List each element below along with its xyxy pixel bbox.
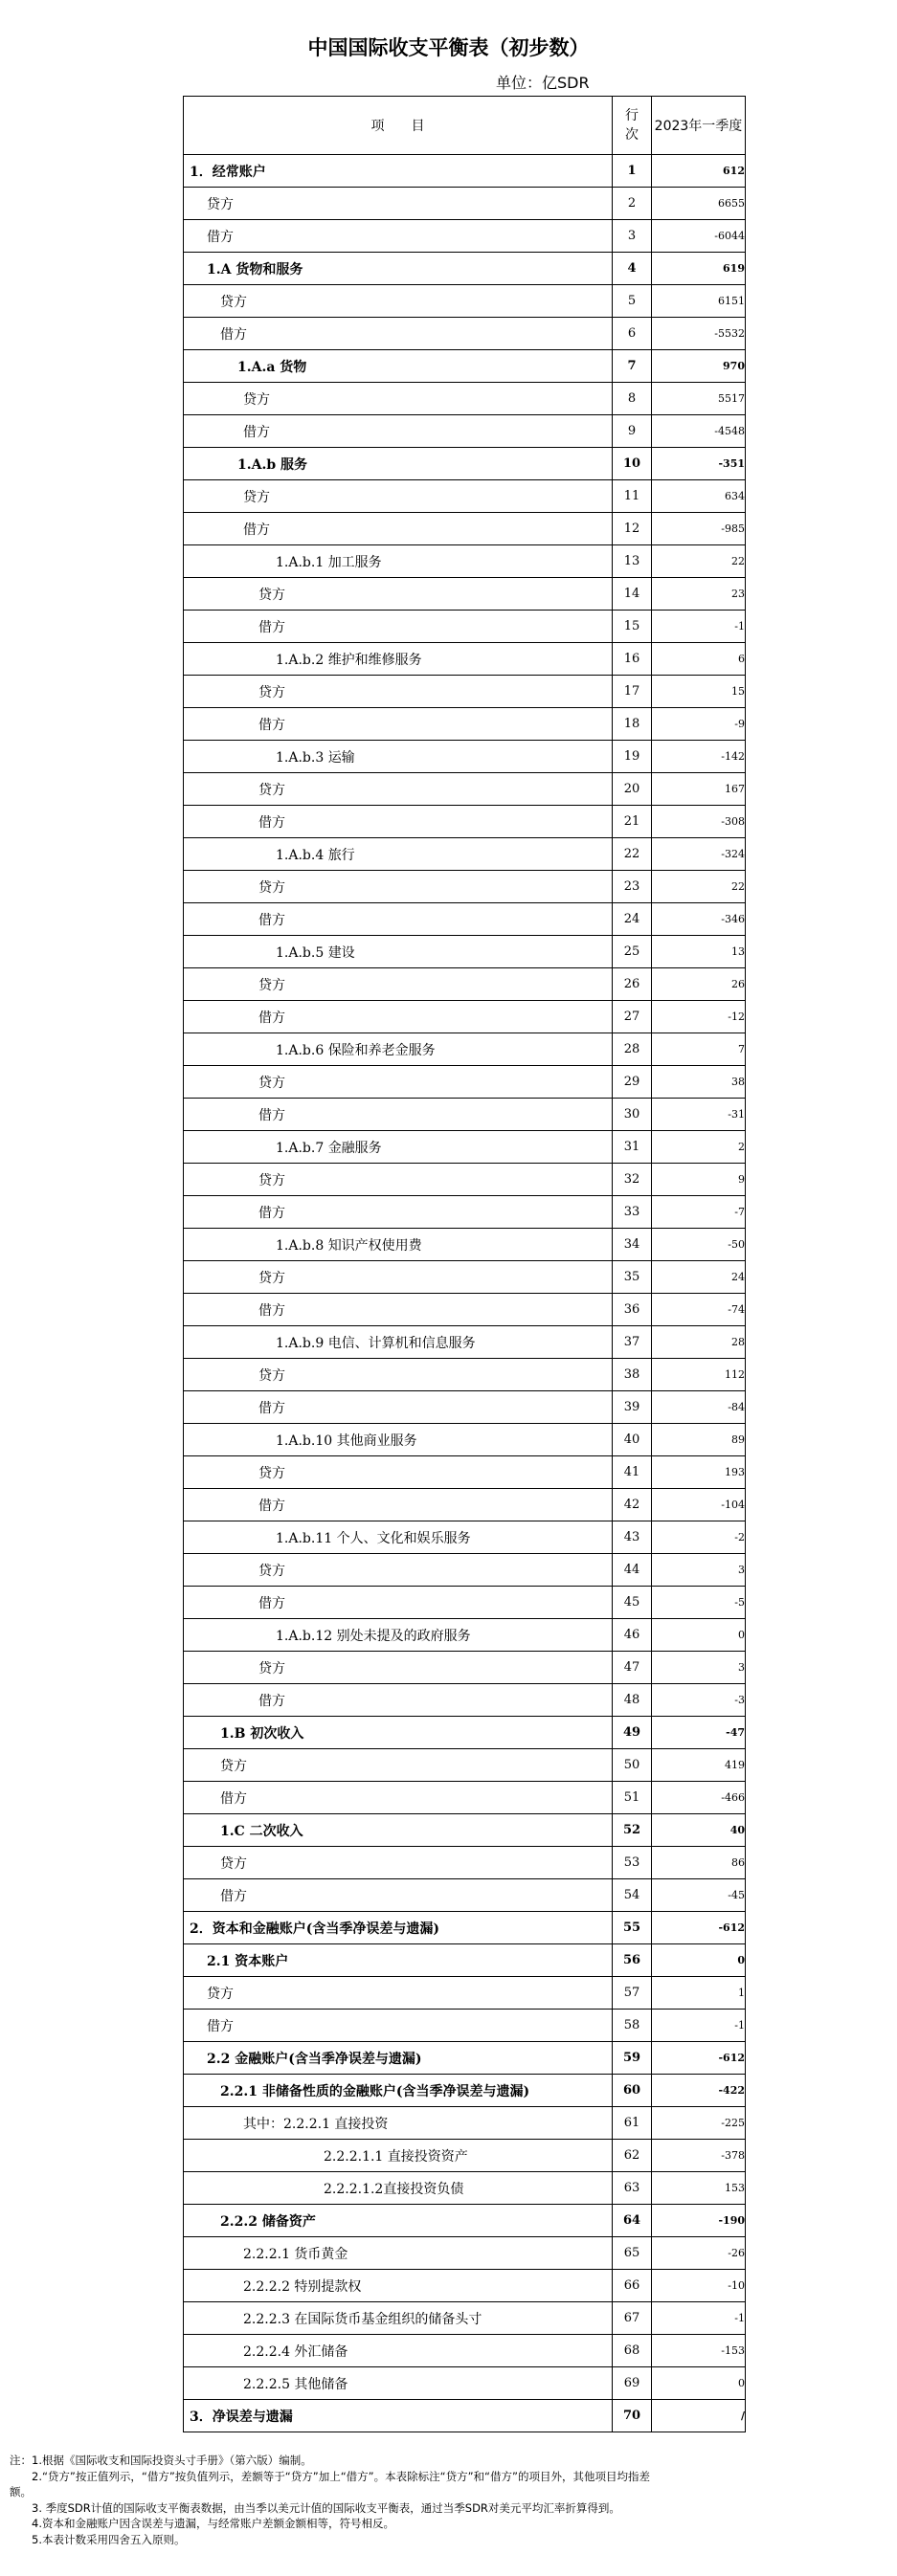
row-value: -9 <box>652 708 746 741</box>
table-row <box>184 2075 746 2107</box>
table-row <box>184 383 746 415</box>
row-seq: 1 <box>613 155 652 188</box>
table-row <box>184 2270 746 2302</box>
row-value: 6 <box>652 643 746 676</box>
row-item-label: 2.2.2.5 其他储备 <box>184 2367 613 2400</box>
row-item-label: 借方 <box>184 708 613 741</box>
row-item-label: 1.A.b.8 知识产权使用费 <box>184 1229 613 1261</box>
row-seq: 23 <box>613 871 652 903</box>
row-item-label: 2.2.2.3 在国际货币基金组织的储备头寸 <box>184 2302 613 2335</box>
table-row <box>184 903 746 936</box>
row-value: -346 <box>652 903 746 936</box>
row-value: 86 <box>652 1847 746 1879</box>
row-item-label: 1.A.a 货物 <box>184 350 613 383</box>
table-row <box>184 1652 746 1684</box>
row-seq: 8 <box>613 383 652 415</box>
row-seq: 59 <box>613 2042 652 2075</box>
row-value: 3 <box>652 1652 746 1684</box>
row-item-label: 1．经常账户 <box>184 155 613 188</box>
row-item-label: 借方 <box>184 1782 613 1814</box>
row-item-label: 贷方 <box>184 480 613 513</box>
row-seq: 52 <box>613 1814 652 1847</box>
table-row <box>184 676 746 708</box>
table-row <box>184 1587 746 1619</box>
header-seq-top: 行 <box>625 108 639 123</box>
row-value: -104 <box>652 1489 746 1521</box>
row-seq: 68 <box>613 2335 652 2367</box>
row-value: -308 <box>652 806 746 838</box>
table-row <box>184 1977 746 2010</box>
row-item-label: 1.A.b 服务 <box>184 448 613 480</box>
row-seq: 17 <box>613 676 652 708</box>
row-item-label: 贷方 <box>184 1652 613 1684</box>
row-value: 3 <box>652 1554 746 1587</box>
row-value: 89 <box>652 1424 746 1456</box>
row-seq: 69 <box>613 2367 652 2400</box>
row-seq: 40 <box>613 1424 652 1456</box>
row-seq: 12 <box>613 513 652 545</box>
row-item-label: 1.A.b.4 旅行 <box>184 838 613 871</box>
table-row <box>184 2205 746 2237</box>
table-row <box>184 1489 746 1521</box>
row-item-label: 1.B 初次收入 <box>184 1717 613 1749</box>
row-value: 22 <box>652 871 746 903</box>
table-row <box>184 578 746 611</box>
row-item-label: 贷方 <box>184 1847 613 1879</box>
row-item-label: 借方 <box>184 1294 613 1326</box>
row-value: -5 <box>652 1587 746 1619</box>
row-value: -190 <box>652 2205 746 2237</box>
table-row <box>184 1456 746 1489</box>
row-item-label: 贷方 <box>184 578 613 611</box>
row-seq: 64 <box>613 2205 652 2237</box>
row-seq: 66 <box>613 2270 652 2302</box>
row-item-label: 借方 <box>184 513 613 545</box>
row-value: -6044 <box>652 220 746 253</box>
row-item-label: 2.1 资本账户 <box>184 1944 613 1977</box>
table-row <box>184 2172 746 2205</box>
row-item-label: 贷方 <box>184 1456 613 1489</box>
row-value: -45 <box>652 1879 746 1912</box>
row-item-label: 贷方 <box>184 1066 613 1099</box>
row-item-label: 2.2.2.1.1 直接投资资产 <box>184 2140 613 2172</box>
row-item-label: 借方 <box>184 1879 613 1912</box>
row-value: -2 <box>652 1521 746 1554</box>
row-item-label: 1.A.b.10 其他商业服务 <box>184 1424 613 1456</box>
table-row <box>184 1782 746 1814</box>
row-item-label: 贷方 <box>184 871 613 903</box>
row-item-label: 2．资本和金融账户(含当季净误差与遗漏) <box>184 1912 613 1944</box>
table-row <box>184 1944 746 1977</box>
row-value: 6151 <box>652 285 746 318</box>
row-value: -7 <box>652 1196 746 1229</box>
row-value: 2 <box>652 1131 746 1164</box>
row-seq: 46 <box>613 1619 652 1652</box>
row-seq: 33 <box>613 1196 652 1229</box>
table-row <box>184 2302 746 2335</box>
row-item-label: 1.A.b.7 金融服务 <box>184 1131 613 1164</box>
table-row <box>184 2042 746 2075</box>
table-row <box>184 253 746 285</box>
header-item: 项 目 <box>184 97 613 155</box>
row-seq: 63 <box>613 2172 652 2205</box>
row-value: 619 <box>652 253 746 285</box>
row-seq: 18 <box>613 708 652 741</box>
row-item-label: 贷方 <box>184 1749 613 1782</box>
row-item-label: 贷方 <box>184 773 613 806</box>
row-item-label: 贷方 <box>184 383 613 415</box>
row-seq: 22 <box>613 838 652 871</box>
row-seq: 29 <box>613 1066 652 1099</box>
row-seq: 30 <box>613 1099 652 1131</box>
row-value: 0 <box>652 2367 746 2400</box>
table-row <box>184 1326 746 1359</box>
row-value: -74 <box>652 1294 746 1326</box>
table-row <box>184 1099 746 1131</box>
row-seq: 27 <box>613 1001 652 1033</box>
footnotes <box>10 2453 890 2547</box>
row-item-label: 贷方 <box>184 188 613 220</box>
footnote-line: 5.本表计数采用四舍五入原则。 <box>10 2532 186 2546</box>
row-value: 24 <box>652 1261 746 1294</box>
row-seq: 47 <box>613 1652 652 1684</box>
row-value: 167 <box>652 773 746 806</box>
footnote-line: 4.资本和金融账户因含误差与遗漏，与经常账户差额金额相等，符号相反。 <box>10 2517 394 2530</box>
row-value: 22 <box>652 545 746 578</box>
table-row <box>184 1196 746 1229</box>
table-row <box>184 1294 746 1326</box>
row-seq: 55 <box>613 1912 652 1944</box>
row-seq: 43 <box>613 1521 652 1554</box>
row-item-label: 借方 <box>184 2010 613 2042</box>
row-value: 9 <box>652 1164 746 1196</box>
row-seq: 60 <box>613 2075 652 2107</box>
row-item-label: 借方 <box>184 1001 613 1033</box>
table-row <box>184 188 746 220</box>
row-item-label: 借方 <box>184 318 613 350</box>
row-item-label: 1.A.b.9 电信、计算机和信息服务 <box>184 1326 613 1359</box>
row-seq: 58 <box>613 2010 652 2042</box>
row-seq: 53 <box>613 1847 652 1879</box>
row-value: 612 <box>652 155 746 188</box>
table-header-row <box>184 97 746 155</box>
table-row <box>184 1164 746 1196</box>
row-item-label: 2.2.1 非储备性质的金融账户(含当季净误差与遗漏) <box>184 2075 613 2107</box>
row-value: 28 <box>652 1326 746 1359</box>
row-value: 5517 <box>652 383 746 415</box>
row-seq: 24 <box>613 903 652 936</box>
row-seq: 41 <box>613 1456 652 1489</box>
row-seq: 35 <box>613 1261 652 1294</box>
table-row <box>184 936 746 968</box>
row-item-label: 2.2 金融账户(含当季净误差与遗漏) <box>184 2042 613 2075</box>
table-row <box>184 1554 746 1587</box>
row-seq: 9 <box>613 415 652 448</box>
table-row <box>184 1912 746 1944</box>
row-value: 7 <box>652 1033 746 1066</box>
row-item-label: 借方 <box>184 1391 613 1424</box>
table-row <box>184 1814 746 1847</box>
row-item-label: 借方 <box>184 415 613 448</box>
table-row <box>184 480 746 513</box>
row-value: -422 <box>652 2075 746 2107</box>
row-value: 419 <box>652 1749 746 1782</box>
row-value: -26 <box>652 2237 746 2270</box>
footnote-line: 注：1.根据《国际收支和国际投资头寸手册》（第六版）编制。 <box>10 2454 312 2467</box>
header-period: 2023年一季度 <box>652 97 746 155</box>
footnote-line: 3. 季度SDR计值的国际收支平衡表数据，由当季以美元计值的国际收支平衡表，通过当季SDR对美元平均汇率折算得到。 <box>10 2500 620 2515</box>
row-seq: 31 <box>613 1131 652 1164</box>
row-value: 15 <box>652 676 746 708</box>
table-row <box>184 1001 746 1033</box>
table-row <box>184 838 746 871</box>
row-item-label: 贷方 <box>184 1261 613 1294</box>
row-seq: 57 <box>613 1977 652 2010</box>
row-item-label: 1.A.b.2 维护和维修服务 <box>184 643 613 676</box>
row-value: -153 <box>652 2335 746 2367</box>
table-row <box>184 1229 746 1261</box>
table-row <box>184 968 746 1001</box>
row-value: 13 <box>652 936 746 968</box>
row-seq: 20 <box>613 773 652 806</box>
row-item-label: 贷方 <box>184 1554 613 1587</box>
row-item-label: 2.2.2.1.2直接投资负债 <box>184 2172 613 2205</box>
row-value: -324 <box>652 838 746 871</box>
table-row <box>184 2335 746 2367</box>
row-value: 1 <box>652 1977 746 2010</box>
row-value: -142 <box>652 741 746 773</box>
unit-label: 单位：亿SDR <box>496 74 590 92</box>
table-row <box>184 2400 746 2432</box>
row-item-label: 借方 <box>184 806 613 838</box>
row-seq: 16 <box>613 643 652 676</box>
row-seq: 42 <box>613 1489 652 1521</box>
row-item-label: 贷方 <box>184 285 613 318</box>
row-seq: 5 <box>613 285 652 318</box>
table-row <box>184 1131 746 1164</box>
table-row <box>184 806 746 838</box>
table-row <box>184 285 746 318</box>
row-seq: 14 <box>613 578 652 611</box>
table-row <box>184 1424 746 1456</box>
table-row <box>184 1717 746 1749</box>
row-value: -1 <box>652 2010 746 2042</box>
table-row <box>184 2140 746 2172</box>
row-seq: 38 <box>613 1359 652 1391</box>
row-value: 6655 <box>652 188 746 220</box>
row-item-label: 2.2.2 储备资产 <box>184 2205 613 2237</box>
row-seq: 56 <box>613 1944 652 1977</box>
row-seq: 44 <box>613 1554 652 1587</box>
row-seq: 28 <box>613 1033 652 1066</box>
row-seq: 65 <box>613 2237 652 2270</box>
bop-table <box>183 96 746 2432</box>
row-item-label: 1.A.b.12 别处未提及的政府服务 <box>184 1619 613 1652</box>
row-seq: 10 <box>613 448 652 480</box>
row-item-label: 借方 <box>184 220 613 253</box>
table-row <box>184 871 746 903</box>
row-value: 0 <box>652 1944 746 1977</box>
table-row <box>184 1684 746 1717</box>
table-row <box>184 350 746 383</box>
row-item-label: 贷方 <box>184 1359 613 1391</box>
row-seq: 48 <box>613 1684 652 1717</box>
row-value: -84 <box>652 1391 746 1424</box>
row-item-label: 借方 <box>184 1587 613 1619</box>
row-value: -466 <box>652 1782 746 1814</box>
row-seq: 34 <box>613 1229 652 1261</box>
row-seq: 4 <box>613 253 652 285</box>
table-row <box>184 220 746 253</box>
row-item-label: 贷方 <box>184 1977 613 2010</box>
table-row <box>184 1749 746 1782</box>
row-seq: 2 <box>613 188 652 220</box>
row-value: -3 <box>652 1684 746 1717</box>
row-item-label: 1.A.b.6 保险和养老金服务 <box>184 1033 613 1066</box>
row-item-label: 借方 <box>184 903 613 936</box>
row-seq: 7 <box>613 350 652 383</box>
row-seq: 37 <box>613 1326 652 1359</box>
row-value: -31 <box>652 1099 746 1131</box>
row-value: -10 <box>652 2270 746 2302</box>
table-row <box>184 513 746 545</box>
row-item-label: 1.A.b.11 个人、文化和娱乐服务 <box>184 1521 613 1554</box>
table-row <box>184 1033 746 1066</box>
row-item-label: 1.A.b.5 建设 <box>184 936 613 968</box>
footnote-line: 额。 <box>10 2485 32 2498</box>
table-row <box>184 643 746 676</box>
row-seq: 36 <box>613 1294 652 1326</box>
row-value: -985 <box>652 513 746 545</box>
row-seq: 11 <box>613 480 652 513</box>
row-seq: 49 <box>613 1717 652 1749</box>
row-seq: 50 <box>613 1749 652 1782</box>
row-seq: 70 <box>613 2400 652 2432</box>
row-value: -351 <box>652 448 746 480</box>
table-row <box>184 318 746 350</box>
row-seq: 54 <box>613 1879 652 1912</box>
table-body <box>184 155 746 2432</box>
row-value: 112 <box>652 1359 746 1391</box>
row-seq: 25 <box>613 936 652 968</box>
row-value: -1 <box>652 611 746 643</box>
table-row <box>184 1619 746 1652</box>
row-item-label: 贷方 <box>184 676 613 708</box>
row-item-label: 1.A.b.3 运输 <box>184 741 613 773</box>
table-row <box>184 1391 746 1424</box>
row-seq: 6 <box>613 318 652 350</box>
row-item-label: 2.2.2.4 外汇储备 <box>184 2335 613 2367</box>
row-item-label: 2.2.2.2 特别提款权 <box>184 2270 613 2302</box>
table-row <box>184 155 746 188</box>
table-row <box>184 2107 746 2140</box>
row-seq: 3 <box>613 220 652 253</box>
row-value: 634 <box>652 480 746 513</box>
row-value: -612 <box>652 1912 746 1944</box>
row-value: 38 <box>652 1066 746 1099</box>
row-seq: 39 <box>613 1391 652 1424</box>
table-row <box>184 1359 746 1391</box>
footnote-line: 2.“贷方”按正值列示，“借方”按负值列示，差额等于“贷方”加上“借方”。本表除标注“贷方”和“借方”的项目外，其他项目均指差 <box>10 2469 650 2483</box>
row-value: -5532 <box>652 318 746 350</box>
header-seq-bottom: 次 <box>625 127 639 143</box>
row-value: -378 <box>652 2140 746 2172</box>
row-seq: 19 <box>613 741 652 773</box>
row-value: -1 <box>652 2302 746 2335</box>
row-value: -612 <box>652 2042 746 2075</box>
table-row <box>184 545 746 578</box>
row-value: 193 <box>652 1456 746 1489</box>
row-seq: 26 <box>613 968 652 1001</box>
row-value: -47 <box>652 1717 746 1749</box>
table-row <box>184 708 746 741</box>
row-item-label: 借方 <box>184 1196 613 1229</box>
row-item-label: 1.A 货物和服务 <box>184 253 613 285</box>
table-row <box>184 2010 746 2042</box>
row-seq: 13 <box>613 545 652 578</box>
row-value: 26 <box>652 968 746 1001</box>
table-row <box>184 773 746 806</box>
row-value: -4548 <box>652 415 746 448</box>
table-row <box>184 2367 746 2400</box>
row-value: 970 <box>652 350 746 383</box>
row-item-label: 其中：2.2.2.1 直接投资 <box>184 2107 613 2140</box>
row-value: 0 <box>652 1619 746 1652</box>
row-seq: 62 <box>613 2140 652 2172</box>
row-seq: 15 <box>613 611 652 643</box>
header-seq <box>613 97 652 155</box>
row-item-label: 3．净误差与遗漏 <box>184 2400 613 2432</box>
table-row <box>184 448 746 480</box>
row-seq: 32 <box>613 1164 652 1196</box>
row-seq: 61 <box>613 2107 652 2140</box>
table-row <box>184 741 746 773</box>
row-value: -50 <box>652 1229 746 1261</box>
row-value: 153 <box>652 2172 746 2205</box>
table-row <box>184 1261 746 1294</box>
row-item-label: 借方 <box>184 1099 613 1131</box>
table-row <box>184 611 746 643</box>
row-value: 23 <box>652 578 746 611</box>
row-item-label: 贷方 <box>184 1164 613 1196</box>
row-item-label: 借方 <box>184 1489 613 1521</box>
row-item-label: 贷方 <box>184 968 613 1001</box>
table-row <box>184 1521 746 1554</box>
table-row <box>184 1066 746 1099</box>
row-seq: 51 <box>613 1782 652 1814</box>
table-row <box>184 2237 746 2270</box>
row-item-label: 2.2.2.1 货币黄金 <box>184 2237 613 2270</box>
row-seq: 21 <box>613 806 652 838</box>
row-value: / <box>652 2400 746 2432</box>
row-item-label: 借方 <box>184 1684 613 1717</box>
row-value: -12 <box>652 1001 746 1033</box>
page-title: 中国国际收支平衡表（初步数） <box>307 36 590 59</box>
table-row <box>184 1847 746 1879</box>
row-item-label: 1.C 二次收入 <box>184 1814 613 1847</box>
row-value: 40 <box>652 1814 746 1847</box>
table-row <box>184 415 746 448</box>
row-seq: 45 <box>613 1587 652 1619</box>
table-row <box>184 1879 746 1912</box>
row-value: -225 <box>652 2107 746 2140</box>
row-seq: 67 <box>613 2302 652 2335</box>
row-item-label: 1.A.b.1 加工服务 <box>184 545 613 578</box>
row-item-label: 借方 <box>184 611 613 643</box>
